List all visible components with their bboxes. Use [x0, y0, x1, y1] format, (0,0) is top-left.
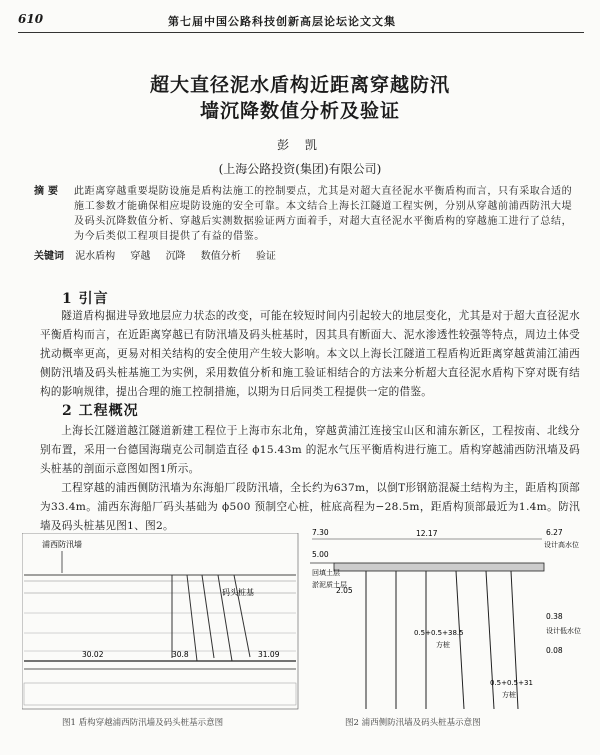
section2-paragraph-1: 上海长江隧道越江隧道新建工程位于上海市东北角，穿越黄浦江连接宝山区和浦东新区，工程按南、北线分别布置，采用一台德国海瑞克公司制造直径 ϕ15.43m 的泥水气压平衡盾构进行施工。盾构穿越浦西防汛墙及码头桩基的剖面示意图如图1所示。	[40, 425, 580, 475]
fig1-pile	[202, 575, 214, 658]
paper-title-line2: 墙沉降数值分析及验证	[199, 100, 400, 122]
fig1-bottom-band	[24, 683, 296, 705]
fig2-pile	[511, 571, 518, 709]
fig2-pile	[456, 571, 464, 709]
fig2-pile-type-2: 方桩	[502, 691, 516, 699]
fig2-pile-type-1: 方桩	[436, 641, 450, 649]
fig2-pile-label-1: 0.5+0.5+38.5	[414, 629, 464, 637]
fig2-dim-left: 5.00	[312, 550, 329, 559]
keyword: 泥水盾构	[75, 251, 116, 262]
abstract-text: 此距离穿越重要堤防设施是盾构法施工的控制要点，尤其是对超大直径泥水平衡盾构而言，只有采取合适的施工参数才能确保相应堤防设施的安全可靠。本文结合上海长江隧道工程实例，分别从穿越前浦西防汛大堤及码头沉降数值分析、穿越后实测数据验证两方面着手，对超大直径泥水平衡盾构的穿越施工进行了总结，为今后类似工程项目提供了有益的借鉴。	[74, 186, 573, 242]
fig2-dim-top-left: 7.30	[312, 528, 329, 537]
section1-body	[40, 307, 580, 402]
fig1-value-b: 30.8	[172, 650, 189, 659]
section2-body	[40, 422, 580, 536]
fig1-label-wall: 浦西防汛墙	[42, 540, 82, 549]
keyword: 数值分析	[200, 251, 241, 262]
figure2-caption: 图2 浦西侧防汛墙及码头桩基示意图	[345, 718, 481, 728]
figure1-caption: 图1 盾构穿越浦西防汛墙及码头桩基示意图	[62, 718, 224, 728]
keywords	[34, 247, 288, 262]
keyword: 验证	[255, 251, 276, 262]
fig2-dim-205: 2.05	[336, 586, 353, 595]
affiliation: (上海公路投资(集团)有限公司)	[218, 162, 382, 176]
page-header	[18, 10, 584, 33]
fig2-dim-top: 12.17	[416, 529, 438, 538]
fig1-pile	[187, 575, 197, 661]
section1-heading: 1 引言	[62, 291, 109, 307]
fig2-pile-label-2: 0.5+0.5+31	[490, 679, 533, 687]
fig2-dim-038: 0.38	[546, 612, 563, 621]
paper-title-line1: 超大直径泥水盾构近距离穿越防汛	[149, 74, 450, 96]
abstract	[34, 184, 574, 244]
fig2-label-silt: 淤泥质土层	[312, 581, 347, 589]
fig2-pile	[486, 571, 494, 709]
running-title: 第七届中国公路科技创新高层论坛论文文集	[168, 15, 396, 28]
section2-paragraph-2: 工程穿越的浦西侧防汛墙为东海船厂段防汛墙，全长约为637m，以倒T形钢筋混凝土结构为主，距盾构顶部为33.4m。浦西东海船厂码头基础为 ϕ500 预制空心桩，桩底高程为−28.5m，距盾构顶部最近为1.4m。防汛墙及码头桩基见图1、图2。	[40, 482, 580, 532]
fig2-dim-right-top: 6.27	[546, 528, 563, 537]
figure1-frame	[22, 533, 298, 709]
fig1-label-pier: 码头桩基	[222, 588, 254, 597]
fig2-label-design-high: 设计高水位	[544, 541, 579, 549]
fig2-dim-008: 0.08	[546, 646, 563, 655]
abstract-label: 摘要	[34, 186, 62, 197]
section1-paragraph: 隧道盾构掘进导致地层应力状态的改变，可能在较短时间内引起较大的地层变化，尤其是对于超大直径泥水平衡盾构而言，在近距离穿越已有防汛墙及码头桩基时，因其具有断面大、泥水渗透性较强等特点，周边土体受扰动概率更高，更易对相关结构的安全使用产生较大影响。本文以上海长江隧道工程盾构近距离穿越黄浦江浦西侧防汛墙及码头桩基施工为实例，采用数值分析和施工验证相结合的方法来分析超大直径泥水盾构下穿对既有结构的影响规律，提出合理的施工控制措施，以期为日后同类工程提供一定的借鉴。	[40, 310, 580, 398]
fig1-value-c: 31.09	[258, 650, 280, 659]
figure2-diagram	[306, 523, 582, 713]
fig2-deck	[334, 563, 544, 571]
keywords-label: 关键词	[34, 251, 64, 262]
fig1-value-a: 30.02	[82, 650, 104, 659]
fig2-label-design-low: 设计低水位	[546, 627, 581, 635]
fig2-pile-group	[366, 571, 518, 709]
keyword: 沉降	[165, 251, 186, 262]
fig2-label-backfill: 回填土层	[312, 569, 340, 577]
section2-heading: 2 工程概况	[62, 403, 139, 419]
keyword: 穿越	[130, 251, 151, 262]
figure1-diagram	[22, 533, 300, 711]
page-number: 610	[18, 12, 44, 26]
author: 彭 凯	[277, 138, 323, 152]
